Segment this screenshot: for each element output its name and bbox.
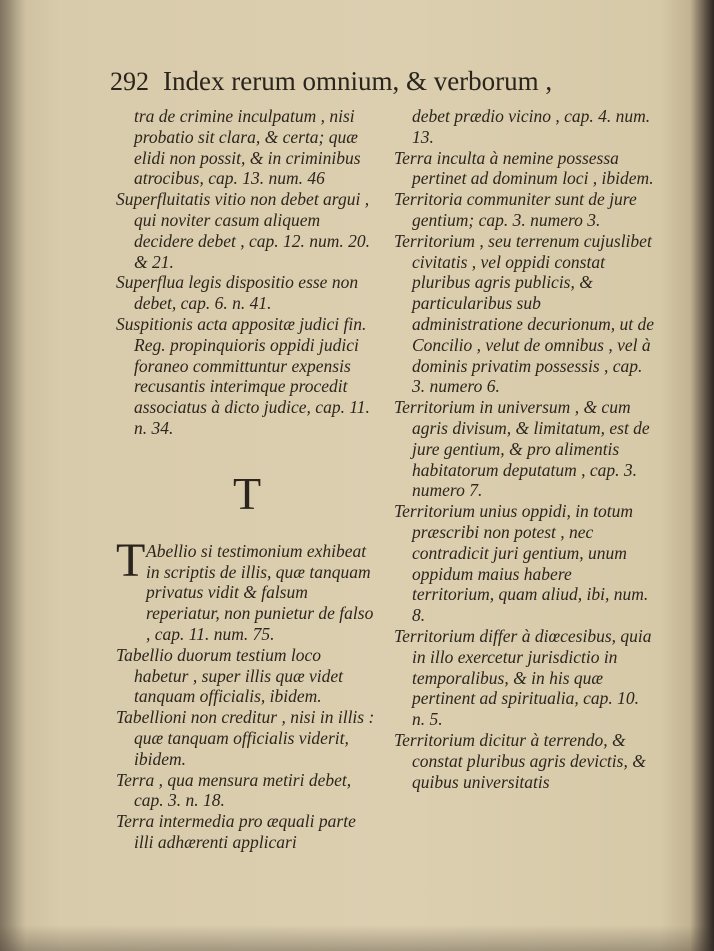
running-title: Index rerum omnium, & verborum , bbox=[163, 66, 553, 96]
section-letter: T bbox=[232, 467, 262, 519]
page-number: 292 bbox=[110, 67, 149, 96]
index-entry: Territorium in universum , & cum agris divisum, & limitatum, est de jure gentium, & pro alimentis habitatorum deputatum , cap. 3. numero 7. bbox=[394, 397, 650, 501]
drop-cap: T bbox=[116, 533, 146, 587]
gutter-shadow bbox=[0, 0, 26, 951]
index-entry: Terra inculta à nemine possessa pertinet ad dominum loci , ibidem. bbox=[394, 147, 654, 189]
index-entry: Territorium , seu terrenum cujuslibet civitatis , vel oppidi constat pluribus agris publicis, & particularibus sub administratione decurionum, ut de Concilio , velut de omnibus , vel à dominis privatim possessis , cap. 3. numero 6. bbox=[394, 230, 655, 397]
index-entry: Tabellioni non creditur , nisi in illis : quæ tanquam officialis viderit, ibidem. bbox=[116, 707, 375, 769]
index-entry: Tabellio duorum testium loco habetur , super illis quæ videt tanquam officialis, ibidem. bbox=[116, 644, 344, 707]
continuation-text: tra de crimine inculpatum , nisi probatio sit clara, & certa; quæ elidi non possit, & in criminibus atrocibus, cap. 13. num. 46 bbox=[134, 106, 361, 189]
index-entry-dropcap bbox=[116, 533, 378, 645]
index-entry: Suspitionis acta appositæ judici fin. Reg. propinquioris oppidi judici foraneo committuntur expensis recusantis interimque procedit associatus à dicto judice, cap. 11. n. 34. bbox=[116, 313, 370, 438]
bottom-shadow bbox=[0, 925, 714, 951]
right-column bbox=[394, 106, 656, 792]
dropcap-entry-text: Abellio si testimonium exhibeat in scriptis de illis, quæ tanquam privatus vidit & falsum reperiatur, non punietur de falso , cap. 11. num. 75. bbox=[146, 540, 374, 644]
index-entry: Territoria communiter sunt de jure gentium; cap. 3. numero 3. bbox=[394, 189, 637, 230]
index-entry: Territorium dicitur à terrendo, & constat pluribus agris devictis, & quibus universitatis bbox=[394, 729, 646, 792]
index-entry: Territorium differ à diœcesibus, quia in illo exercetur jurisdictio in temporalibus, & in his quæ pertinent ad spiritualia, cap. 10. n. 5. bbox=[394, 625, 652, 730]
index-entry: Superfluitatis vitio non debet argui , qui noviter casum aliquem decidere debet , cap. 12. num. 20. & 21. bbox=[116, 189, 371, 272]
left-column bbox=[116, 106, 378, 853]
index-entry: Terra , qua mensura metiri debet, cap. 3. n. 18. bbox=[116, 769, 352, 811]
running-header bbox=[110, 66, 610, 106]
index-entry: Territorium unius oppidi, in totum præscribi non potest , nec contradicit juri gentium, unum oppidum maius habere territorium, quam aliud, ibi, num. 8. bbox=[394, 501, 649, 626]
index-entry: Superflua legis dispositio esse non debet, cap. 6. n. 41. bbox=[116, 272, 359, 314]
continuation-text: debet prædio vicino , cap. 4. num. 13. bbox=[412, 106, 651, 147]
index-entry: Terra intermedia pro æquali parte illi adhærenti applicari bbox=[116, 811, 356, 852]
